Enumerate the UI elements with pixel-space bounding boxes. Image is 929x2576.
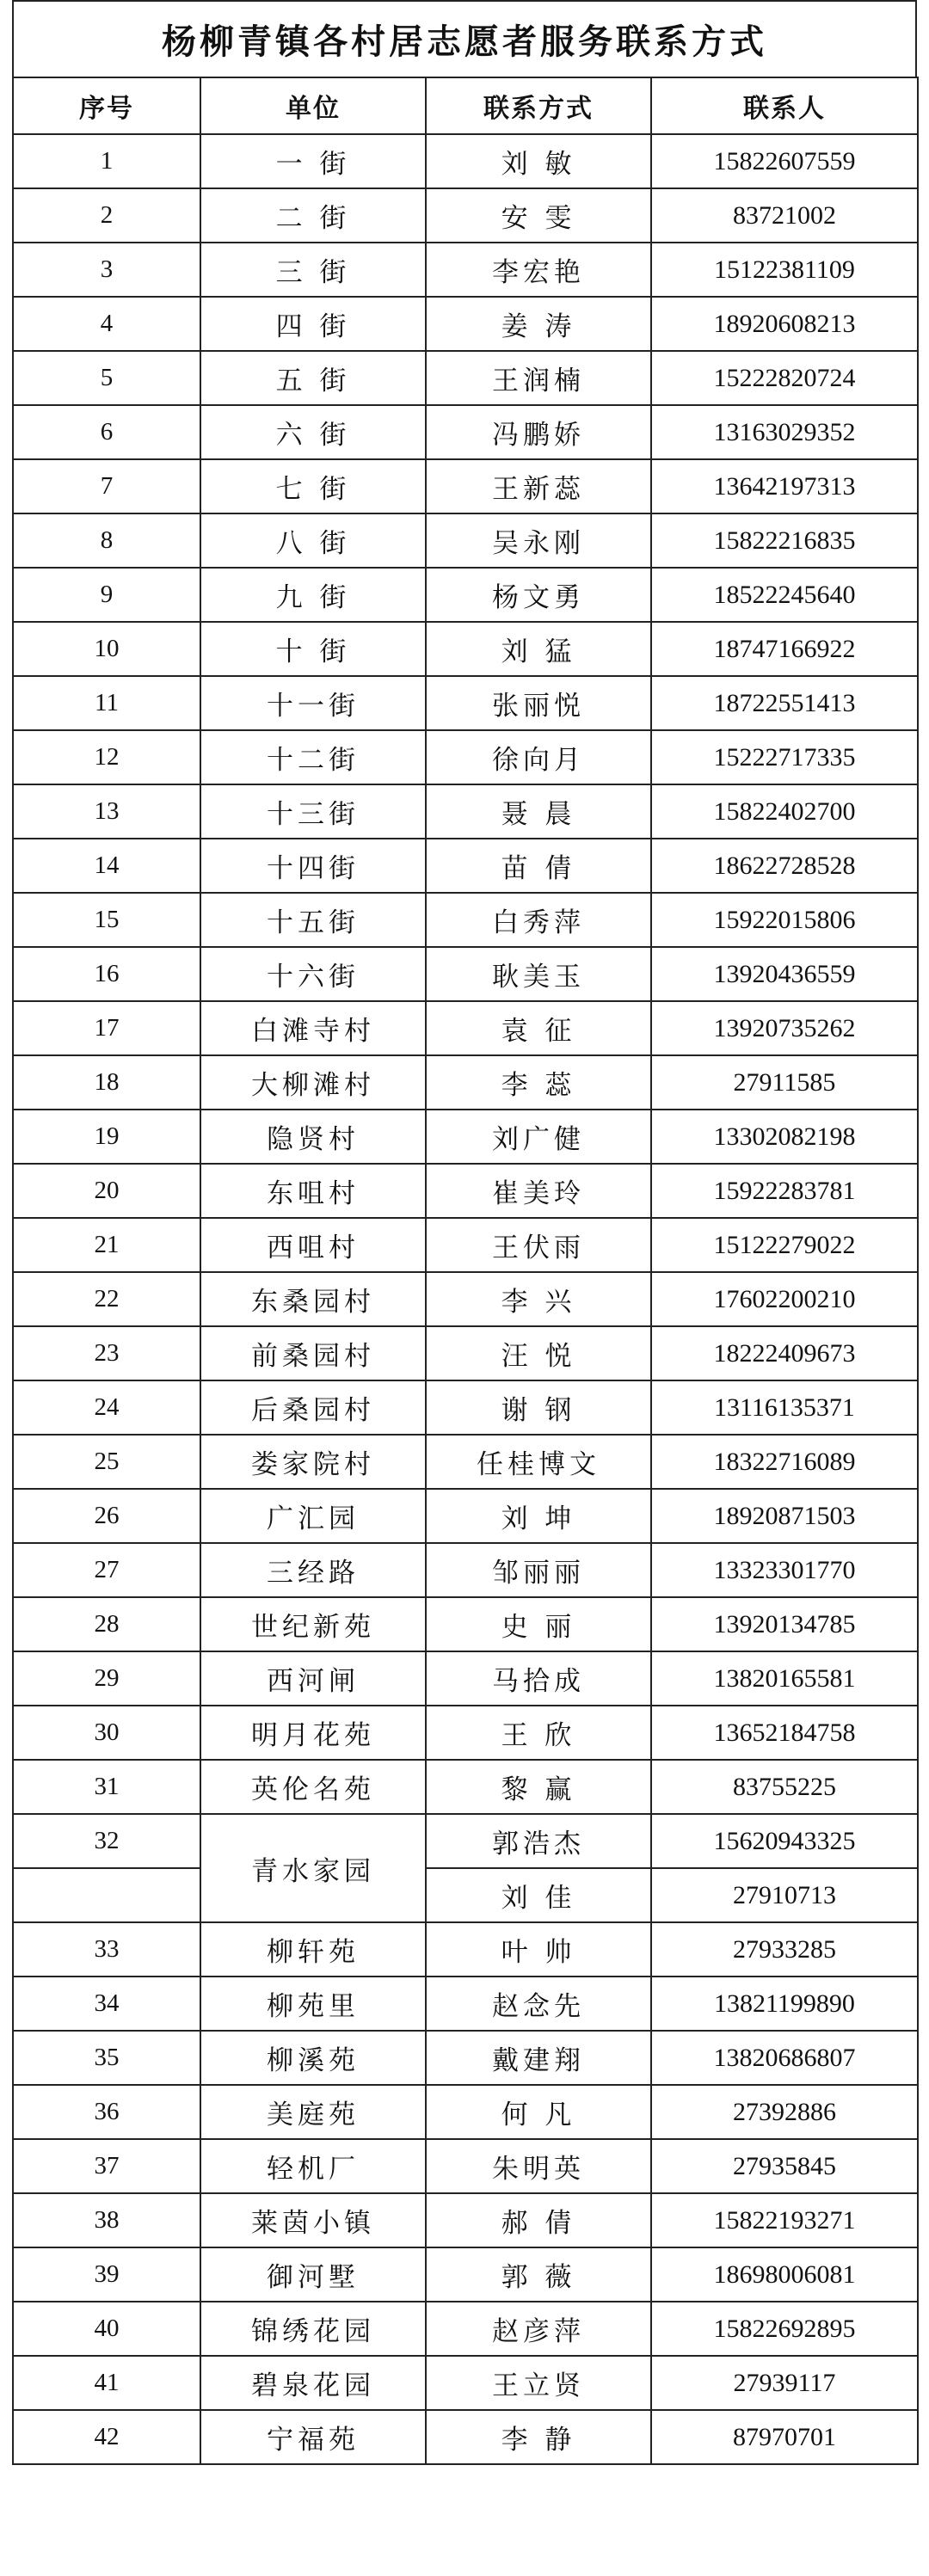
row-phone: 13820686807 [651,2031,918,2085]
header-contact-method: 联系方式 [426,77,651,134]
row-contact-name: 姜 涛 [426,297,651,351]
row-index: 29 [13,1651,200,1706]
table-row [13,568,918,622]
table-row [13,2410,918,2464]
row-phone: 18747166922 [651,622,918,676]
row-index: 2 [13,188,200,243]
table-row [13,1435,918,1489]
row-index: 16 [13,947,200,1001]
row-index: 7 [13,459,200,513]
row-index: 36 [13,2085,200,2139]
table-row [13,1543,918,1597]
table-row [13,188,918,243]
table-row [13,1706,918,1760]
row-unit: 六 街 [200,405,426,459]
table-row [13,893,918,947]
row-index: 12 [13,730,200,784]
table-row [13,730,918,784]
row-contact-name: 刘广健 [426,1110,651,1164]
row-contact-name: 刘 佳 [426,1868,651,1922]
row-unit: 御河墅 [200,2247,426,2302]
row-phone: 13820165581 [651,1651,918,1706]
row-phone: 15822607559 [651,134,918,188]
row-contact-name: 黎 赢 [426,1760,651,1814]
row-unit: 三 街 [200,243,426,297]
row-contact-name: 叶 帅 [426,1922,651,1977]
row-phone: 27933285 [651,1922,918,1977]
table-row [13,947,918,1001]
row-index: 35 [13,2031,200,2085]
row-unit: 十三街 [200,784,426,839]
table-row [13,784,918,839]
row-contact-name: 邹丽丽 [426,1543,651,1597]
row-phone: 15822193271 [651,2193,918,2247]
row-contact-name: 李 兴 [426,1272,651,1326]
row-unit: 七 街 [200,459,426,513]
row-phone: 27910713 [651,1868,918,1922]
table-row [13,1597,918,1651]
row-index: 6 [13,405,200,459]
row-contact-name: 袁 征 [426,1001,651,1055]
row-contact-name: 任桂博文 [426,1435,651,1489]
header-unit: 单位 [200,77,426,134]
table-row [13,2031,918,2085]
row-contact-name: 马拾成 [426,1651,651,1706]
table-row [13,1868,918,1922]
row-phone: 18622728528 [651,839,918,893]
row-index: 26 [13,1489,200,1543]
row-contact-name: 赵念先 [426,1977,651,2031]
row-contact-name: 刘 敏 [426,134,651,188]
row-unit: 十一街 [200,676,426,730]
table-row [13,405,918,459]
row-contact-name: 安 雯 [426,188,651,243]
row-contact-name: 李宏艳 [426,243,651,297]
row-index: 39 [13,2247,200,2302]
row-index: 22 [13,1272,200,1326]
row-phone: 18522245640 [651,568,918,622]
row-unit: 柳苑里 [200,1977,426,2031]
row-phone: 18222409673 [651,1326,918,1380]
row-index: 17 [13,1001,200,1055]
row-unit: 娄家院村 [200,1435,426,1489]
row-index: 18 [13,1055,200,1110]
row-contact-name: 王新蕊 [426,459,651,513]
row-phone: 15222717335 [651,730,918,784]
row-unit: 十 街 [200,622,426,676]
row-index: 28 [13,1597,200,1651]
table-row [13,2247,918,2302]
table-row [13,1814,918,1868]
table-row [13,1922,918,1977]
table-row [13,1001,918,1055]
row-contact-name: 白秀萍 [426,893,651,947]
row-phone: 13163029352 [651,405,918,459]
table-row [13,1272,918,1326]
table-row [13,1651,918,1706]
row-unit: 美庭苑 [200,2085,426,2139]
table-body [13,134,918,2464]
row-phone: 18920871503 [651,1489,918,1543]
row-index: 21 [13,1218,200,1272]
row-index: 23 [13,1326,200,1380]
row-contact-name: 杨文勇 [426,568,651,622]
row-unit: 青水家园 [200,1814,426,1922]
page-title: 杨柳青镇各村居志愿者服务联系方式 [12,0,917,77]
row-phone: 83721002 [651,188,918,243]
row-phone: 13821199890 [651,1977,918,2031]
table-row [13,2139,918,2193]
row-unit: 隐贤村 [200,1110,426,1164]
row-contact-name: 郭浩杰 [426,1814,651,1868]
header-row [13,77,918,134]
contact-sheet [12,0,917,2465]
row-phone: 13920735262 [651,1001,918,1055]
row-phone: 13323301770 [651,1543,918,1597]
table-row [13,1055,918,1110]
row-index: 4 [13,297,200,351]
row-index: 37 [13,2139,200,2193]
row-index-empty [13,1868,200,1922]
row-phone: 27911585 [651,1055,918,1110]
contact-table [12,77,919,2465]
row-index: 19 [13,1110,200,1164]
row-phone: 15122381109 [651,243,918,297]
table-row [13,1164,918,1218]
row-contact-name: 吴永刚 [426,513,651,568]
row-index: 30 [13,1706,200,1760]
row-phone: 18698006081 [651,2247,918,2302]
row-phone: 13302082198 [651,1110,918,1164]
row-phone: 27935845 [651,2139,918,2193]
row-contact-name: 谢 钢 [426,1380,651,1435]
row-index: 8 [13,513,200,568]
row-index: 25 [13,1435,200,1489]
row-contact-name: 赵彦萍 [426,2302,651,2356]
row-unit: 十六街 [200,947,426,1001]
row-index: 33 [13,1922,200,1977]
row-unit: 一 街 [200,134,426,188]
row-unit: 三经路 [200,1543,426,1597]
row-unit: 碧泉花园 [200,2356,426,2410]
row-contact-name: 李 静 [426,2410,651,2464]
row-unit: 四 街 [200,297,426,351]
row-index: 14 [13,839,200,893]
table-row [13,351,918,405]
row-phone: 27392886 [651,2085,918,2139]
row-unit: 二 街 [200,188,426,243]
row-index: 20 [13,1164,200,1218]
row-unit: 西咀村 [200,1218,426,1272]
row-contact-name: 王润楠 [426,351,651,405]
row-phone: 13920134785 [651,1597,918,1651]
row-index: 1 [13,134,200,188]
row-unit: 世纪新苑 [200,1597,426,1651]
row-phone: 13116135371 [651,1380,918,1435]
header-index: 序号 [13,77,200,134]
row-contact-name: 耿美玉 [426,947,651,1001]
row-contact-name: 郭 薇 [426,2247,651,2302]
row-index: 38 [13,2193,200,2247]
row-phone: 13920436559 [651,947,918,1001]
table-row [13,1110,918,1164]
table-row [13,297,918,351]
table-row [13,1218,918,1272]
row-phone: 18722551413 [651,676,918,730]
row-index: 15 [13,893,200,947]
table-row [13,2085,918,2139]
row-unit: 八 街 [200,513,426,568]
row-index: 3 [13,243,200,297]
table-row [13,459,918,513]
table-row [13,243,918,297]
row-unit: 轻机厂 [200,2139,426,2193]
row-index: 42 [13,2410,200,2464]
row-contact-name: 何 凡 [426,2085,651,2139]
row-phone: 15222820724 [651,351,918,405]
row-unit: 广汇园 [200,1489,426,1543]
row-unit: 十五街 [200,893,426,947]
row-unit: 五 街 [200,351,426,405]
table-row [13,1326,918,1380]
row-contact-name: 王伏雨 [426,1218,651,1272]
row-phone: 87970701 [651,2410,918,2464]
row-index: 24 [13,1380,200,1435]
row-contact-name: 崔美玲 [426,1164,651,1218]
row-contact-name: 汪 悦 [426,1326,651,1380]
row-unit: 前桑园村 [200,1326,426,1380]
row-phone: 13652184758 [651,1706,918,1760]
row-unit: 柳溪苑 [200,2031,426,2085]
row-unit: 十四街 [200,839,426,893]
row-contact-name: 张丽悦 [426,676,651,730]
header-contact-person: 联系人 [651,77,918,134]
row-contact-name: 徐向月 [426,730,651,784]
row-index: 41 [13,2356,200,2410]
row-unit: 后桑园村 [200,1380,426,1435]
row-phone: 15922015806 [651,893,918,947]
table-row [13,1760,918,1814]
row-index: 11 [13,676,200,730]
table-row [13,2193,918,2247]
row-index: 9 [13,568,200,622]
row-index: 10 [13,622,200,676]
row-contact-name: 史 丽 [426,1597,651,1651]
row-index: 40 [13,2302,200,2356]
row-phone: 15620943325 [651,1814,918,1868]
row-index: 5 [13,351,200,405]
table-row [13,513,918,568]
row-contact-name: 王立贤 [426,2356,651,2410]
row-unit: 东咀村 [200,1164,426,1218]
row-unit: 英伦名苑 [200,1760,426,1814]
table-row [13,1977,918,2031]
row-phone: 17602200210 [651,1272,918,1326]
row-index: 34 [13,1977,200,2031]
row-unit: 十二街 [200,730,426,784]
row-phone: 15922283781 [651,1164,918,1218]
row-contact-name: 朱明英 [426,2139,651,2193]
row-phone: 15122279022 [651,1218,918,1272]
table-row [13,2356,918,2410]
row-contact-name: 李 蕊 [426,1055,651,1110]
row-unit: 大柳滩村 [200,1055,426,1110]
row-unit: 锦绣花园 [200,2302,426,2356]
row-unit: 柳轩苑 [200,1922,426,1977]
row-unit: 西河闸 [200,1651,426,1706]
row-contact-name: 刘 猛 [426,622,651,676]
row-contact-name: 戴建翔 [426,2031,651,2085]
row-unit: 宁福苑 [200,2410,426,2464]
row-contact-name: 郝 倩 [426,2193,651,2247]
row-phone: 13642197313 [651,459,918,513]
table-row [13,1380,918,1435]
row-phone: 18920608213 [651,297,918,351]
table-row [13,134,918,188]
row-unit: 九 街 [200,568,426,622]
row-contact-name: 王 欣 [426,1706,651,1760]
row-index: 31 [13,1760,200,1814]
table-row [13,676,918,730]
row-contact-name: 苗 倩 [426,839,651,893]
row-unit: 东桑园村 [200,1272,426,1326]
row-phone: 15822216835 [651,513,918,568]
table-row [13,1489,918,1543]
table-row [13,2302,918,2356]
row-index: 13 [13,784,200,839]
table-row [13,839,918,893]
table-row [13,622,918,676]
row-phone: 15822402700 [651,784,918,839]
row-index: 32 [13,1814,200,1868]
row-phone: 18322716089 [651,1435,918,1489]
row-index: 27 [13,1543,200,1597]
row-phone: 15822692895 [651,2302,918,2356]
row-contact-name: 刘 坤 [426,1489,651,1543]
row-unit: 白滩寺村 [200,1001,426,1055]
row-phone: 27939117 [651,2356,918,2410]
row-unit: 明月花苑 [200,1706,426,1760]
row-contact-name: 聂 晨 [426,784,651,839]
row-contact-name: 冯鹏娇 [426,405,651,459]
row-phone: 83755225 [651,1760,918,1814]
row-unit: 莱茵小镇 [200,2193,426,2247]
